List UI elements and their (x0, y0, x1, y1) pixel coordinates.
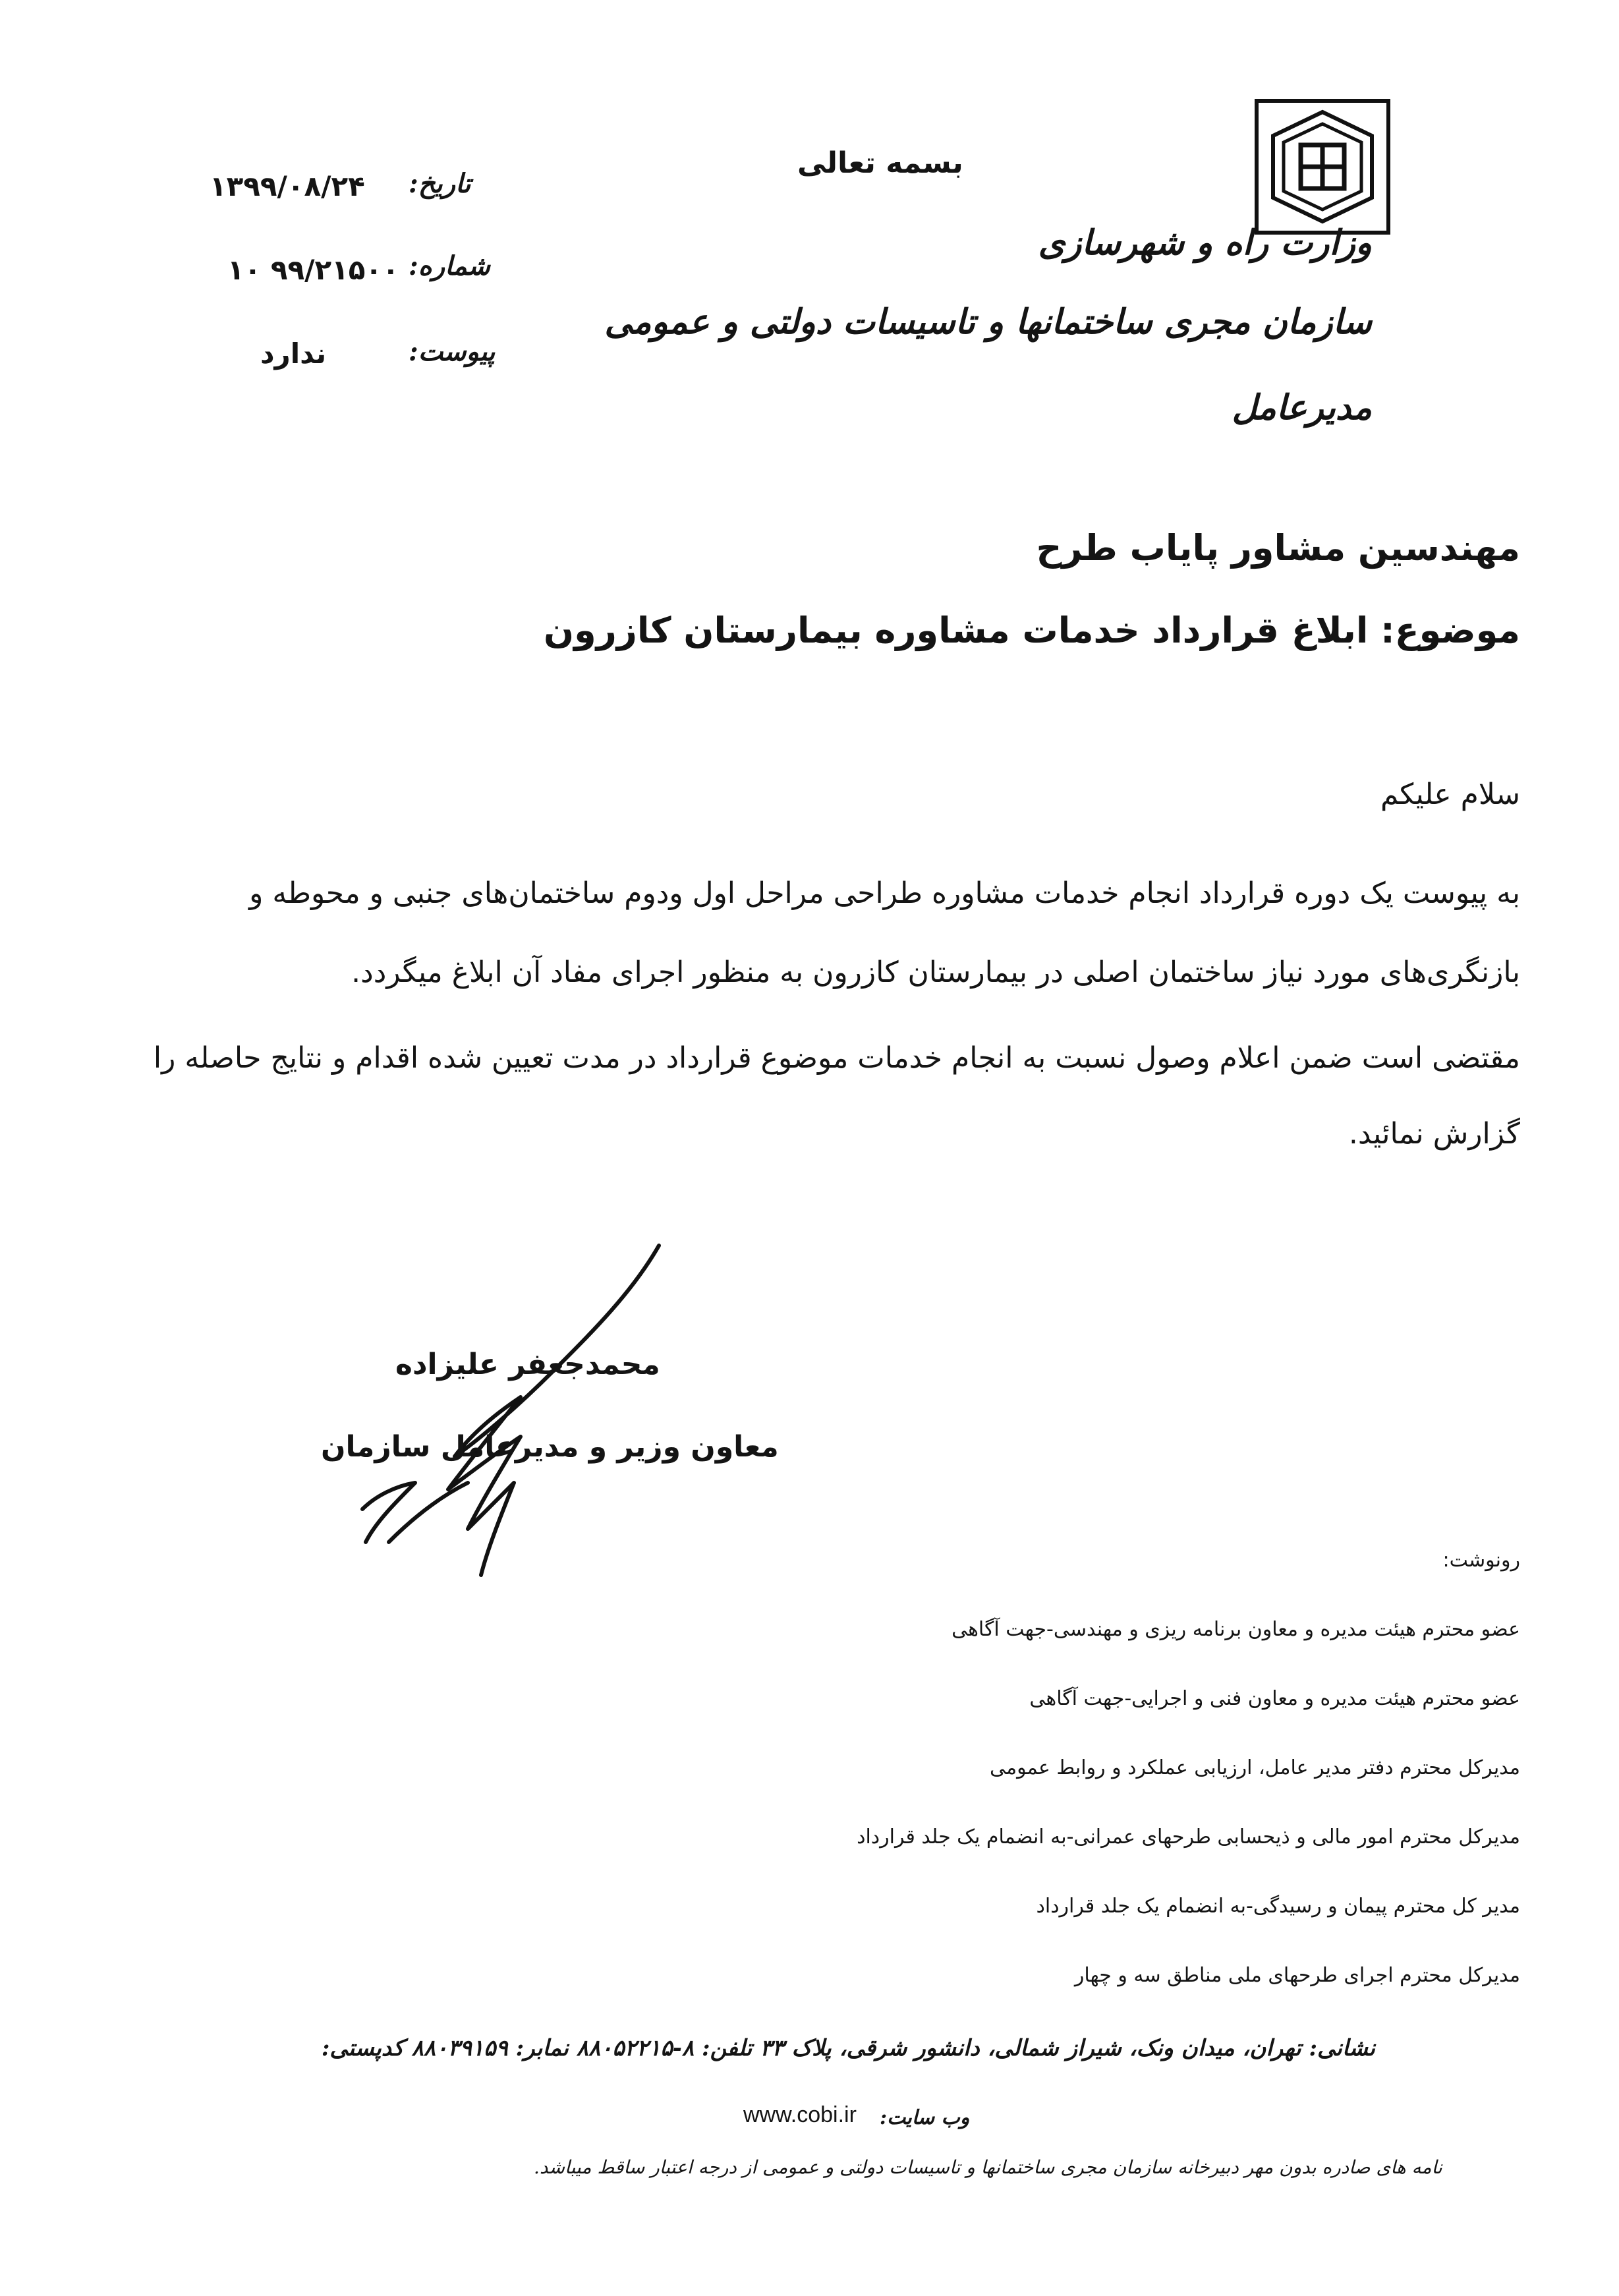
cc-item: عضو محترم هیئت مدیره و معاون فنی و اجرایی-جهت آگاهی (1029, 1687, 1520, 1710)
subject-line: موضوع: ابلاغ قرارداد خدمات مشاوره بیمارستان کازرون (544, 610, 1520, 651)
number-label: شماره: (409, 250, 490, 281)
cc-item: مدیرکل محترم دفتر مدیر عامل، ارزیابی عملکرد و روابط عمومی (990, 1756, 1520, 1779)
ministry-name: وزارت راه و شهرسازی (1038, 223, 1372, 263)
cc-item: مدیرکل محترم امور مالی و ذیحسابی طرحهای عمرانی-به انضمام یک جلد قرارداد (857, 1825, 1520, 1849)
cc-item: مدیرکل محترم اجرای طرحهای ملی مناطق سه و چهار (1074, 1964, 1520, 1987)
date-label: تاریخ: (409, 168, 471, 199)
recipient: مهندسین مشاور پایاب طرح (1036, 527, 1520, 569)
date-value: ۱۳۹۹/۰۸/۲۴ (210, 170, 365, 202)
cc-heading: رونوشت: (1442, 1549, 1520, 1572)
footer-address: نشانی: تهران، میدان ونک، شیراز شمالی، دانشور شرقی، پلاک ۳۳ تلفن: ۸-۸۸۰۵۲۲۱۵ نمابر: ۸۸۰۳۹۱۵۹ کدپستی: (321, 2035, 1375, 2061)
greeting: سلام علیکم (1380, 778, 1520, 811)
number-value: ۱۰ ۹۹/۲۱۵۰۰ (227, 254, 399, 286)
organization-logo-icon (1253, 98, 1392, 236)
body-line: بازنگری‌های مورد نیاز ساختمان اصلی در بیمارستان کازرون به منظور اجرای مفاد آن ابلاغ میگردد. (351, 956, 1520, 989)
office-position: مدیرعامل (1232, 387, 1372, 428)
attachment-value: ندارد (260, 337, 327, 370)
attachment-label: پیوست: (409, 336, 496, 367)
signer-title: معاون وزیر و مدیرعامل سازمان (321, 1430, 779, 1464)
website-label: وب سایت: (880, 2106, 970, 2129)
cc-item: مدیر کل محترم پیمان و رسیدگی-به انضمام یک جلد قرارداد (1036, 1895, 1520, 1918)
body-line: مقتضی است ضمن اعلام وصول نسبت به انجام خدمات موضوع قرارداد در مدت تعیین شده اقدام و نتایج حاصله را (153, 1041, 1520, 1075)
signer-name: محمدجعفر علیزاده (395, 1348, 660, 1381)
footer-disclaimer: نامه های صادره بدون مهر دبیرخانه سازمان مجری ساختمانها و تاسیسات دولتی و عمومی از درجه اعتبار ساقط میباشد. (534, 2156, 1442, 2178)
body-line: گزارش نمائید. (1348, 1117, 1520, 1151)
organization-name: سازمان مجری ساختمانها و تاسیسات دولتی و عمومی (604, 302, 1372, 342)
body-line: به پیوست یک دوره قرارداد انجام خدمات مشاوره طراحی مراحل اول ودوم ساختمان‌های جنبی و محوطه و (249, 876, 1520, 910)
besmeh-heading: بسمه تعالی (797, 146, 963, 180)
website-link[interactable]: www.cobi.ir (743, 2102, 857, 2127)
handwritten-signature-icon (303, 1232, 685, 1601)
cc-item: عضو محترم هیئت مدیره و معاون برنامه ریزی و مهندسی-جهت آگاهی (952, 1618, 1520, 1641)
